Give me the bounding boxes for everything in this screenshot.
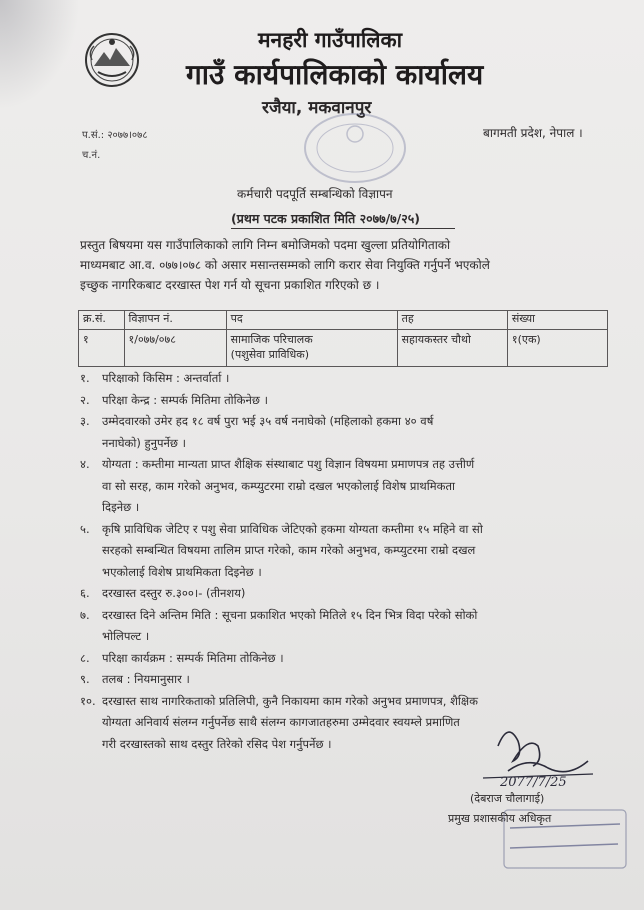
signatory-stamp [500, 804, 630, 874]
publish-date-underline [231, 228, 455, 229]
list-item [80, 411, 610, 454]
notice-subject: कर्मचारी पदपूर्ति सम्बन्धिको विज्ञापन [237, 187, 393, 201]
list-item [80, 583, 610, 605]
item-text: कृषि प्राविधिक जेटिए र पशु सेवा प्राविधिक जेटिएको हकमा योग्यता कम्तीमा १५ महिने वा सो [102, 521, 483, 536]
cell-adno: १/०७७/०७८ [124, 330, 226, 367]
item-text: दरखास्त दस्तुर रु.३००।- (तीनशय) [102, 586, 246, 600]
cell-count: १(एक) [507, 330, 607, 367]
signatory-name: (देबराज चौलागाई) [470, 792, 545, 805]
item-text: दिइनेछ । [102, 500, 140, 514]
item-text: तलब : नियमानुसार । [102, 672, 190, 686]
cell-sn: १ [79, 330, 125, 367]
faded-office-stamp [300, 108, 410, 188]
conditions-list [80, 368, 610, 755]
item-text: दरखास्त दिने अन्तिम मिति : सूचना प्रकाशित भएको मितिले १५ दिन भित्र विदा परेको सोको [102, 607, 478, 622]
office-address: रजैया, मकवानपुर [262, 98, 372, 118]
list-item [80, 368, 610, 390]
item-text: दरखास्त साथ नागरिकताको प्रतिलिपी, कुनै निकायमा काम गरेको अनुभव प्रमाणपत्र, शैक्षिक [102, 693, 478, 708]
province-label: बागमती प्रदेश, नेपाल । [483, 126, 583, 140]
item-text: परिक्षाको किसिम : अन्तर्वार्ता । [102, 371, 230, 385]
item-number: ६. [80, 586, 90, 600]
list-item [80, 519, 610, 584]
handwritten-signature [478, 716, 598, 796]
item-text: सरहको सम्बन्धित विषयमा तालिम प्राप्त गरेको, काम गरेको अनुभव, कम्प्युटरमा राम्रो दखल [102, 543, 476, 557]
item-text: योग्यता अनिवार्य संलग्न गर्नुपर्नेछ साथै संलग्न कागजातहरुमा उम्मेदवार स्वयम्ले प्रमाणित [102, 715, 460, 729]
cell-post [226, 330, 397, 367]
cell-level: सहायकस्तर चौथो [397, 330, 507, 367]
header-sn: क्र.सं. [79, 311, 125, 330]
item-text: भएकोलाई विशेष प्राथमिकता दिइनेछ । [102, 564, 262, 579]
intro-line: इच्छुक नागरिकबाट दरखास्त पेश गर्न यो सूचना प्रकाशित गरिएको छ । [80, 278, 380, 292]
item-text: परिक्षा केन्द्र : सम्पर्क मितिमा तोकिनेछ । [102, 392, 268, 407]
item-text: गरी दरखास्तको साथ दस्तुर तिरेको रसिद पेश गर्नुपर्नेछ । [102, 736, 332, 751]
list-item [80, 669, 610, 691]
item-text: परिक्षा कार्यक्रम : सम्पर्क मितिमा तोकिनेछ । [102, 650, 284, 665]
item-number: ८. [80, 650, 90, 665]
list-item [80, 390, 610, 412]
municipality-name: मनहरी गाउँपालिका [258, 28, 403, 52]
item-text: योग्यता : कम्तीमा मान्यता प्राप्त शैक्षिक संस्थाबाट पशु विज्ञान विषयमा प्रमाणपत्र तह उत्तीर्ण [102, 457, 475, 471]
item-text: वा सो सरह, काम गरेको अनुभव, कम्प्युटरमा राम्रो दखल भएकोलाई विशेष प्राथमिकता [102, 478, 455, 493]
item-number: ५. [80, 521, 90, 536]
item-number: ३. [80, 414, 90, 428]
svg-text:2077/7/25: 2077/7/25 [500, 775, 567, 790]
publish-date: (प्रथम पटक प्रकाशित मिति २०७७/७/२५) [231, 211, 420, 226]
reference-number: प.सं.: २०७७।०७८ [82, 130, 148, 141]
item-number: ७. [80, 607, 90, 622]
header-adno: विज्ञापन नं. [124, 311, 226, 330]
table-header-row [79, 311, 608, 330]
nepal-emblem-logo [84, 32, 140, 88]
intro-paragraph [80, 235, 610, 295]
intro-line: प्रस्तुत बिषयमा यस गाउँपालिकाको लागि निम्न बमोजिमको पदमा खुल्ला प्रतियोगिताको [80, 238, 451, 252]
table-row [79, 330, 608, 367]
header-level: तह [397, 311, 507, 330]
item-number: २. [80, 392, 90, 407]
intro-line: माध्यमबाट आ.व. ०७७।०७८ को असार मसान्तसम्मको लागि करार सेवा नियुक्ति गर्नुपर्ने भएकोले [80, 258, 490, 272]
item-text: ननाघेको) हुनुपर्नेछ । [102, 435, 186, 450]
list-item [80, 648, 610, 670]
signatory-position: प्रमुख प्रशासकीय अधिकृत [448, 812, 552, 825]
post-title: सामाजिक परिचालक [230, 333, 313, 346]
corner-shadow [0, 0, 80, 110]
item-number: १०. [80, 693, 96, 708]
office-name: गाउँ कार्यपालिकाको कार्यालय [186, 58, 484, 91]
item-text: उम्मेदवारको उमेर हद १८ वर्ष पुरा भई ३५ वर्ष ननाघेको (महिलाको हकमा ४० वर्ष [102, 414, 434, 428]
header-count: संख्या [507, 311, 607, 330]
list-item [80, 454, 610, 519]
header-post: पद [226, 311, 397, 330]
list-item [80, 605, 610, 648]
item-number: ४. [80, 457, 90, 471]
vacancy-table [78, 310, 608, 367]
dispatch-number: च.नं. [82, 150, 101, 161]
item-number: ९. [80, 672, 90, 686]
post-subtitle: (पशुसेवा प्राविधिक) [230, 348, 310, 361]
item-number: १. [80, 371, 90, 385]
item-text: भोलिपल्ट । [102, 629, 150, 643]
